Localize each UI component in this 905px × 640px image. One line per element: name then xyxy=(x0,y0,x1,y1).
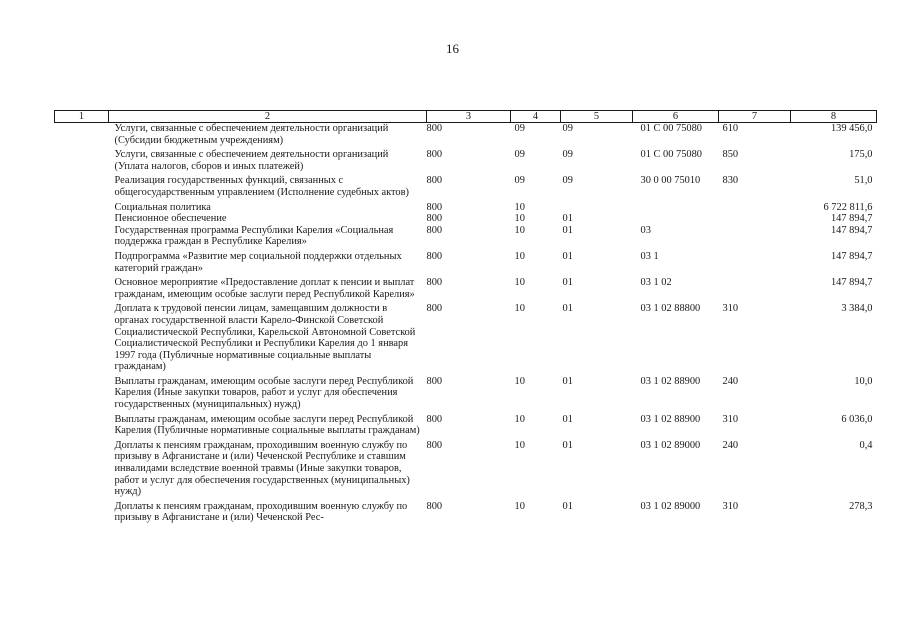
header-col-4: 4 xyxy=(511,111,561,123)
row-col-1 xyxy=(55,300,109,373)
row-name: Доплаты к пенсиям гражданам, проходившим военную службу по призыву в Афганистане и (или) Чеченской Рес- xyxy=(114,500,408,524)
row-code-3: 800 xyxy=(426,224,443,236)
header-col-6: 6 xyxy=(633,111,719,123)
row-amount: 6 722 811,6 xyxy=(823,201,873,213)
row-code-7: 850 xyxy=(722,149,739,161)
table-row xyxy=(55,300,877,373)
row-code-5: 01 xyxy=(562,250,573,262)
row-col-1 xyxy=(55,225,109,248)
table-header xyxy=(55,111,877,123)
row-col-1 xyxy=(55,274,109,300)
table-row xyxy=(55,225,877,248)
row-name: Реализация государственных функций, связанных с общегосударственным управлением (Исполнение судебных актов) xyxy=(114,175,409,198)
row-code-7: 310 xyxy=(722,500,739,512)
row-code-7: 610 xyxy=(722,123,739,134)
row-name: Пенсионное обеспечение xyxy=(114,213,227,225)
row-code-4: 10 xyxy=(514,439,525,451)
row-code-3: 800 xyxy=(426,123,443,134)
row-code-3: 800 xyxy=(426,201,443,213)
table-row xyxy=(55,274,877,300)
row-amount: 6 036,0 xyxy=(841,413,873,425)
row-code-3: 800 xyxy=(426,413,443,425)
row-code-4: 09 xyxy=(514,175,525,187)
row-code-6: 01 С 00 75080 xyxy=(640,123,702,134)
row-code-4: 10 xyxy=(514,303,525,315)
row-code-6: 03 xyxy=(640,224,651,236)
row-name: Услуги, связанные с обеспечением деятельности организаций (Субсидии бюджетным учреждениям) xyxy=(114,123,389,146)
row-code-4: 10 xyxy=(514,201,525,213)
row-col-1 xyxy=(55,498,109,524)
row-amount: 147 894,7 xyxy=(830,277,873,289)
header-col-2: 2 xyxy=(109,111,427,123)
row-code-7: 240 xyxy=(722,375,739,387)
row-code-3: 800 xyxy=(426,375,443,387)
row-code-7 xyxy=(719,199,791,214)
row-code-4: 09 xyxy=(514,149,525,161)
row-code-6: 03 1 xyxy=(640,250,659,262)
row-code-6: 03 1 02 89000 xyxy=(640,439,701,451)
row-code-5: 01 xyxy=(562,224,573,236)
row-amount: 51,0 xyxy=(854,175,873,187)
row-code-3: 800 xyxy=(426,175,443,187)
table-row xyxy=(55,498,877,524)
row-code-7: 310 xyxy=(722,413,739,425)
row-code-5: 01 xyxy=(562,277,573,289)
row-col-1 xyxy=(55,248,109,274)
row-code-7 xyxy=(719,225,791,248)
row-code-4: 10 xyxy=(514,224,525,236)
table-row xyxy=(55,437,877,498)
table-row xyxy=(55,123,877,147)
table-row xyxy=(55,172,877,198)
row-code-6: 30 0 00 75010 xyxy=(640,175,701,187)
row-code-6 xyxy=(633,213,719,225)
row-code-4: 10 xyxy=(514,213,525,225)
row-code-4: 09 xyxy=(514,123,525,134)
row-amount: 278,3 xyxy=(849,500,873,512)
row-code-3: 800 xyxy=(426,500,443,512)
row-amount: 175,0 xyxy=(849,149,873,161)
row-name: Услуги, связанные с обеспечением деятельности организаций (Уплата налогов, сборов и иных платежей) xyxy=(114,149,389,172)
row-code-5: 01 xyxy=(562,500,573,512)
row-amount: 147 894,7 xyxy=(830,213,873,225)
row-code-5: 09 xyxy=(562,123,573,134)
row-name: Доплата к трудовой пенсии лицам, замещавшим должности в органах государственной власти Карело-Финской Советской Социалистической Республики, Карельской Автономной Советской Социалистической Республики и Республики Карелия до 1 января 1997 года (Публичные нормативные социальные выплаты гражданам) xyxy=(114,303,416,373)
table-row xyxy=(55,146,877,172)
row-code-3: 800 xyxy=(426,439,443,451)
row-name: Основное мероприятие «Предоставление доплат к пенсии и выплат гражданам, имеющим особые заслуги перед Республикой Карелия» xyxy=(114,277,415,300)
row-code-6: 03 1 02 88900 xyxy=(640,375,701,387)
header-col-1: 1 xyxy=(55,111,109,123)
row-name: Социальная политика xyxy=(114,201,211,213)
row-code-7 xyxy=(719,248,791,274)
row-col-1 xyxy=(55,146,109,172)
row-code-5 xyxy=(561,199,633,214)
row-code-7 xyxy=(719,274,791,300)
row-code-3: 800 xyxy=(426,149,443,161)
row-amount: 10,0 xyxy=(854,375,873,387)
row-code-7 xyxy=(719,213,791,225)
row-code-3: 800 xyxy=(426,303,443,315)
row-name: Государственная программа Республики Карелия «Социальная поддержка граждан в Республике Карелия» xyxy=(114,224,394,248)
row-code-4: 10 xyxy=(514,413,525,425)
row-code-7: 240 xyxy=(722,439,739,451)
row-code-6: 03 1 02 89000 xyxy=(640,500,701,512)
row-code-4: 10 xyxy=(514,250,525,262)
row-code-4: 10 xyxy=(514,500,525,512)
row-code-3: 800 xyxy=(426,213,443,225)
row-code-4: 10 xyxy=(514,375,525,387)
row-code-4: 10 xyxy=(514,277,525,289)
header-col-7: 7 xyxy=(719,111,791,123)
row-col-1 xyxy=(55,172,109,198)
row-name: Доплаты к пенсиям гражданам, проходившим военную службу по призыву в Афганистане и (или) Чеченской Республике и ставшим инвалидами вследствие военной травмы (Иные закупки товаров, работ и услуг для обеспечения государственных (муниципальных) нужд) xyxy=(114,439,410,498)
row-amount: 0,4 xyxy=(859,439,873,451)
row-code-6: 03 1 02 xyxy=(640,277,672,289)
row-amount: 147 894,7 xyxy=(830,250,873,262)
row-col-1 xyxy=(55,213,109,225)
row-name: Выплаты гражданам, имеющим особые заслуги перед Республикой Карелия (Иные закупки товаров, работ и услуг для обеспечения государственных (муниципальных) нужд) xyxy=(114,375,414,411)
row-code-5: 01 xyxy=(562,413,573,425)
row-col-1 xyxy=(55,373,109,411)
row-code-6: 03 1 02 88900 xyxy=(640,413,701,425)
page-number: 16 xyxy=(446,41,459,56)
row-code-5: 01 xyxy=(562,375,573,387)
table-row xyxy=(55,373,877,411)
row-code-3: 800 xyxy=(426,277,443,289)
row-name: Подпрограмма «Развитие мер социальной поддержки отдельных категорий граждан» xyxy=(114,250,402,274)
row-code-5: 01 xyxy=(562,213,573,225)
row-code-5: 09 xyxy=(562,175,573,187)
row-code-7: 830 xyxy=(722,175,739,187)
row-code-7: 310 xyxy=(722,303,739,315)
row-code-5: 01 xyxy=(562,303,573,315)
header-col-8: 8 xyxy=(791,111,877,123)
header-col-5: 5 xyxy=(561,111,633,123)
row-col-1 xyxy=(55,411,109,437)
row-code-3: 800 xyxy=(426,250,443,262)
row-code-5: 01 xyxy=(562,439,573,451)
row-amount: 139 456,0 xyxy=(830,123,873,134)
row-amount: 3 384,0 xyxy=(841,303,873,315)
row-code-6: 03 1 02 88800 xyxy=(640,303,701,315)
header-col-3: 3 xyxy=(427,111,511,123)
row-amount: 147 894,7 xyxy=(830,224,873,236)
table-row xyxy=(55,213,877,225)
budget-table xyxy=(54,110,877,524)
row-code-6: 01 С 00 75080 xyxy=(640,149,702,161)
table-row xyxy=(55,199,877,214)
row-col-1 xyxy=(55,123,109,147)
row-code-5: 09 xyxy=(562,149,573,161)
row-col-1 xyxy=(55,437,109,498)
header-row xyxy=(55,111,877,123)
table-row xyxy=(55,248,877,274)
row-col-1 xyxy=(55,199,109,214)
table-row xyxy=(55,411,877,437)
row-name: Выплаты гражданам, имеющим особые заслуги перед Республикой Карелия (Публичные нормативные социальные выплаты гражданам) xyxy=(114,413,420,437)
table-body xyxy=(55,123,877,525)
row-code-6 xyxy=(633,199,719,214)
